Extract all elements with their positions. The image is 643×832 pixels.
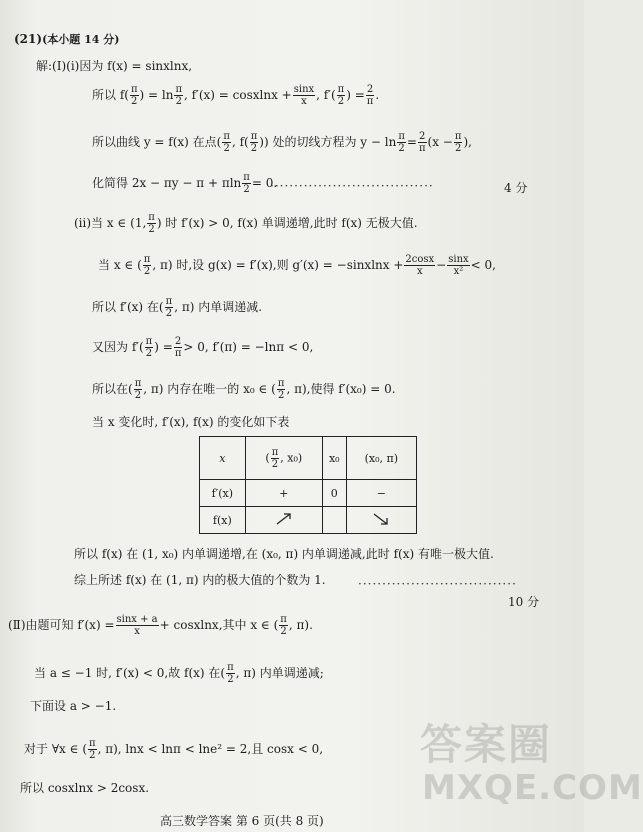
problem-points: (本小题 14 分) [42, 33, 120, 46]
table-cell [322, 507, 346, 534]
watermark-logo: 答案圈 MXQE.COM [420, 720, 643, 808]
table-row [200, 437, 417, 480]
fraction: $\frac{\pi}{2}$ [227, 662, 234, 685]
page-footer: 高三数学答案 第 6 页(共 8 页) [160, 814, 324, 828]
part-ii-values: 又因为 f′( $\frac{\pi}{2}$ ) = $\frac{2}{\pi}$ > 0, f′(π) = −lnπ < 0, [92, 336, 314, 359]
part-ii-summary: 综上所述 f(x) 在 (1, π) 内的极大值的个数为 1. [74, 573, 326, 587]
table-cell: − [346, 480, 416, 507]
fraction: $\frac{2}{\pi}$ [174, 336, 182, 359]
table-cell: + [245, 480, 322, 507]
table-cell: f′(x) [200, 480, 246, 507]
part-ii-gx: 当 x ∈ ( $\frac{\pi}{2}$ , π) 时,设 g(x) = f′(x),则 g′(x) = −sinxlnx + $\frac{2\cos x}{x}$ − $\frac{\sin x}{\text{x²}}$ < 0, [98, 254, 496, 277]
fraction: $\frac{\sin x}{\text{x²}}$ [448, 254, 469, 277]
fraction: $\frac{\sin x + a}{x}$ [116, 614, 158, 637]
fraction: $\frac{\pi}{2}$ [130, 84, 138, 107]
fraction: $\frac{\pi}{2}$ [143, 254, 151, 277]
score-dots: ································· [358, 577, 517, 591]
problem-number: (21) [14, 32, 43, 46]
problem-header [14, 31, 119, 48]
table-cell: 0 [322, 480, 346, 507]
table-cell [245, 507, 322, 534]
fraction: $\frac{\pi}{2}$ [398, 131, 405, 154]
part-2-case1: 当 a ≤ −1 时, f′(x) < 0,故 f(x) 在( $\frac{\pi}{2}$ , π) 内单调递减; [34, 662, 324, 685]
fraction: $\frac{\pi}{2}$ [134, 378, 142, 401]
derivative-line: 所以 f( $\frac{\pi}{2}$ ) = ln $\frac{\pi}{2}$ , f′(x) = cosxlnx + $\frac{\sin x}{x}$ , f′( $\frac{\pi}{2}$ ) = $\frac{2}{\pi}$ . [92, 84, 380, 107]
tangent-line: 所以曲线 y = f(x) 在点( $\frac{\pi}{2}$ , f( $\frac{\pi}{2}$ )) 处的切线方程为 y − ln $\frac{\pi}{2}$ = $\frac{2}{\pi}$ (x − $\frac{\pi}{2}$ ), [92, 131, 472, 154]
part-ii-decrease: 所以 f′(x) 在( $\frac{\pi}{2}$ , π) 内单调递减. [92, 296, 263, 319]
fraction: $\frac{\pi}{2}$ [243, 172, 250, 195]
variation-table [199, 436, 417, 534]
part-ii-conclusion: 所以 f(x) 在 (1, x₀) 内单调递增,在 (x₀, π) 内单调递减,此时 f(x) 有唯一极大值. [74, 547, 494, 561]
part-ii-increase: (ⅱ)当 x ∈ (1, $\frac{\pi}{2}$ ) 时 f′(x) > 0, f(x) 单调递增,此时 f(x) 无极大值. [74, 212, 418, 235]
table-header-cell: ( $\frac{\pi}{2}$ , x₀) [245, 437, 322, 480]
fraction: $\frac{\sin x}{x}$ [293, 84, 315, 107]
fraction: $\frac{\pi}{2}$ [89, 738, 96, 761]
solution-intro: 解:(Ⅰ)(ⅰ)因为 f(x) = sinxlnx, [36, 59, 193, 73]
fraction: $\frac{\pi}{2}$ [165, 296, 173, 319]
part-2-inequality: 所以 cosxlnx > 2cosx. [20, 781, 150, 795]
part-ii-unique-root: 所以在( $\frac{\pi}{2}$ , π) 内存在唯一的 x₀ ∈ ( $\frac{\pi}{2}$ , π),使得 f′(x₀) = 0. [92, 378, 396, 401]
part-2-case2: 下面设 a > −1. [30, 699, 117, 713]
fraction: $\frac{\pi}{2}$ [223, 131, 230, 154]
decreasing-arrow-icon [371, 511, 391, 527]
table-header-cell: (x₀, π) [346, 437, 416, 480]
fraction: $\frac{2\cos x}{x}$ [405, 254, 435, 277]
fraction: $\frac{\pi}{2}$ [175, 84, 183, 107]
fraction: $\frac{\pi}{2}$ [337, 84, 345, 107]
part-2-bound: 对于 ∀x ∈ ( $\frac{\pi}{2}$ , π), lnx < lnπ < lne² = 2,且 cosx < 0, [24, 738, 324, 761]
score-dots: ·································· [270, 179, 434, 193]
table-row [200, 480, 417, 507]
table-cell [346, 507, 416, 534]
table-intro: 当 x 变化时, f′(x), f(x) 的变化如下表 [92, 415, 290, 429]
simplify-line: 化简得 2x − πy − π + πln $\frac{\pi}{2}$ = 0. [92, 172, 278, 195]
fraction: $\frac{\pi}{2}$ [280, 614, 287, 637]
table-header-cell: x [200, 437, 246, 480]
fraction: $\frac{\pi}{2}$ [145, 336, 153, 359]
table-cell: f(x) [200, 507, 246, 534]
increasing-arrow-icon [274, 511, 294, 527]
fraction: $\frac{\pi}{2}$ [277, 378, 285, 401]
score-10: 10 分 [508, 595, 540, 609]
score-4: 4 分 [504, 181, 528, 195]
fraction: $\frac{2}{\pi}$ [418, 131, 426, 154]
fraction: $\frac{2}{\pi}$ [366, 84, 374, 107]
fraction: $\frac{\pi}{2}$ [148, 212, 155, 235]
fraction: $\frac{\pi}{2}$ [454, 131, 462, 154]
table-header-cell: x₀ [322, 437, 346, 480]
part-2-derivative: (Ⅱ)由题可知 f′(x) = $\frac{\sin x + a}{x}$ + cosxlnx,其中 x ∈ ( $\frac{\pi}{2}$ , π). [8, 614, 313, 637]
table-row [200, 507, 417, 534]
fraction: $\frac{\pi}{2}$ [250, 131, 258, 154]
